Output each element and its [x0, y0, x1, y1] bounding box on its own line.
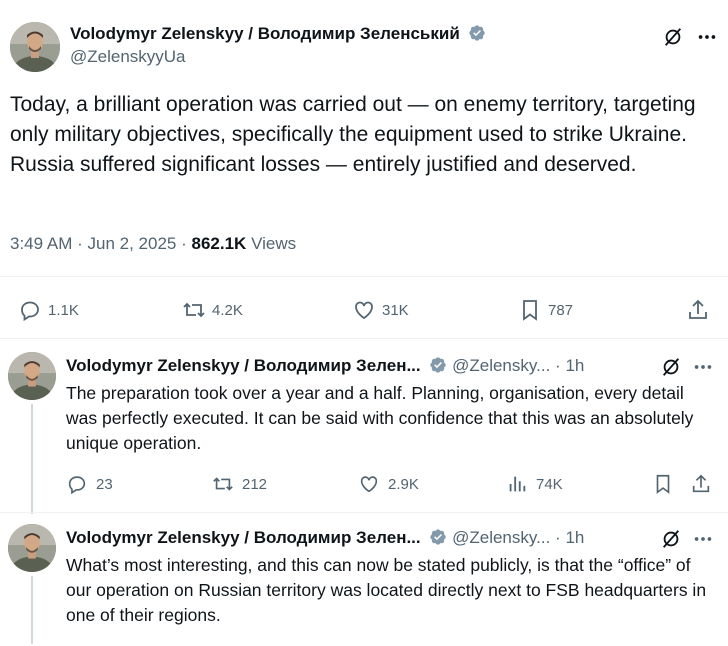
- like-icon: [352, 298, 376, 322]
- avatar[interactable]: [8, 524, 56, 572]
- reply-time[interactable]: 1h: [565, 528, 585, 547]
- bookmark-button[interactable]: [652, 473, 682, 495]
- grok-icon[interactable]: [662, 26, 684, 48]
- like-button[interactable]: [358, 473, 419, 495]
- like-count: 2.9K: [388, 475, 419, 493]
- tweet-meta: [10, 234, 296, 254]
- like-button[interactable]: [352, 298, 409, 322]
- share-button[interactable]: [686, 298, 716, 322]
- share-icon: [690, 473, 712, 495]
- tweet-author: [70, 24, 486, 67]
- more-icon[interactable]: [692, 356, 714, 378]
- reply-text: What’s most interesting, and this can now be stated publicly, is that the “office” of our operation on Russian territory was located directly next to FSB headquarters in one of their regions.: [66, 555, 707, 625]
- repost-button[interactable]: [212, 473, 267, 495]
- author-name[interactable]: Volodymyr Zelenskyy / Володимир Зелен...: [66, 356, 421, 375]
- author-handle[interactable]: @Zelensky...: [452, 356, 551, 375]
- more-icon[interactable]: [692, 528, 714, 550]
- reply-button[interactable]: [18, 298, 79, 322]
- divider: [0, 338, 728, 339]
- verified-badge-icon: [429, 528, 447, 546]
- meta-separator: ·: [77, 234, 83, 253]
- repost-count: 212: [242, 475, 268, 493]
- views-label: Views: [251, 234, 297, 253]
- more-icon[interactable]: [696, 26, 718, 48]
- bookmark-count: 787: [548, 301, 574, 319]
- thread-line: [31, 576, 33, 644]
- reply-count: 1.1K: [48, 301, 79, 319]
- divider: [0, 512, 728, 513]
- views-button[interactable]: [506, 473, 563, 495]
- reply-count: 23: [96, 475, 113, 493]
- divider: [0, 276, 728, 277]
- repost-count: 4.2K: [212, 301, 243, 319]
- repost-icon: [182, 298, 206, 322]
- views-icon: [506, 473, 528, 495]
- author-name[interactable]: Volodymyr Zelenskyy / Володимир Зеленський: [70, 24, 460, 43]
- tweet-date[interactable]: Jun 2, 2025: [87, 234, 177, 253]
- author-handle[interactable]: @ZelenskyyUa: [70, 47, 186, 66]
- share-button[interactable]: [690, 473, 720, 495]
- meta-separator: ·: [555, 356, 561, 375]
- avatar[interactable]: [10, 22, 60, 72]
- author-handle[interactable]: @Zelensky...: [452, 528, 551, 547]
- reply-author: [66, 528, 584, 548]
- reply-icon: [66, 473, 88, 495]
- reply-author: [66, 356, 584, 376]
- avatar[interactable]: [8, 352, 56, 400]
- repost-icon: [212, 473, 234, 495]
- verified-badge-icon: [468, 24, 486, 42]
- reply-button[interactable]: [66, 473, 113, 495]
- meta-separator: ·: [555, 528, 561, 547]
- grok-icon[interactable]: [660, 356, 682, 378]
- reply-time[interactable]: 1h: [565, 356, 585, 375]
- verified-badge-icon: [429, 356, 447, 374]
- meta-separator: ·: [181, 234, 187, 253]
- author-name[interactable]: Volodymyr Zelenskyy / Володимир Зелен...: [66, 528, 421, 547]
- bookmark-icon: [652, 473, 674, 495]
- thread-line: [31, 404, 33, 514]
- like-icon: [358, 473, 380, 495]
- bookmark-icon: [518, 298, 542, 322]
- reply-icon: [18, 298, 42, 322]
- views-count: 862.1K: [191, 234, 247, 253]
- tweet-time[interactable]: 3:49 AM: [10, 234, 73, 253]
- reply-text: The preparation took over a year and a half. Planning, organisation, every detail was perfectly executed. It can be said with confidence that this was an absolutely unique operation.: [66, 383, 694, 453]
- grok-icon[interactable]: [660, 528, 682, 550]
- tweet-text: Today, a brilliant operation was carried out — on enemy territory, targeting only military objectives, specifically the equipment used to strike Ukraine. Russia suffered significant losses — entirely justified and deserved.: [10, 93, 696, 176]
- views-count: 74K: [536, 475, 563, 493]
- share-icon: [686, 298, 710, 322]
- bookmark-button[interactable]: [518, 298, 573, 322]
- repost-button[interactable]: [182, 298, 243, 322]
- like-count: 31K: [382, 301, 409, 319]
